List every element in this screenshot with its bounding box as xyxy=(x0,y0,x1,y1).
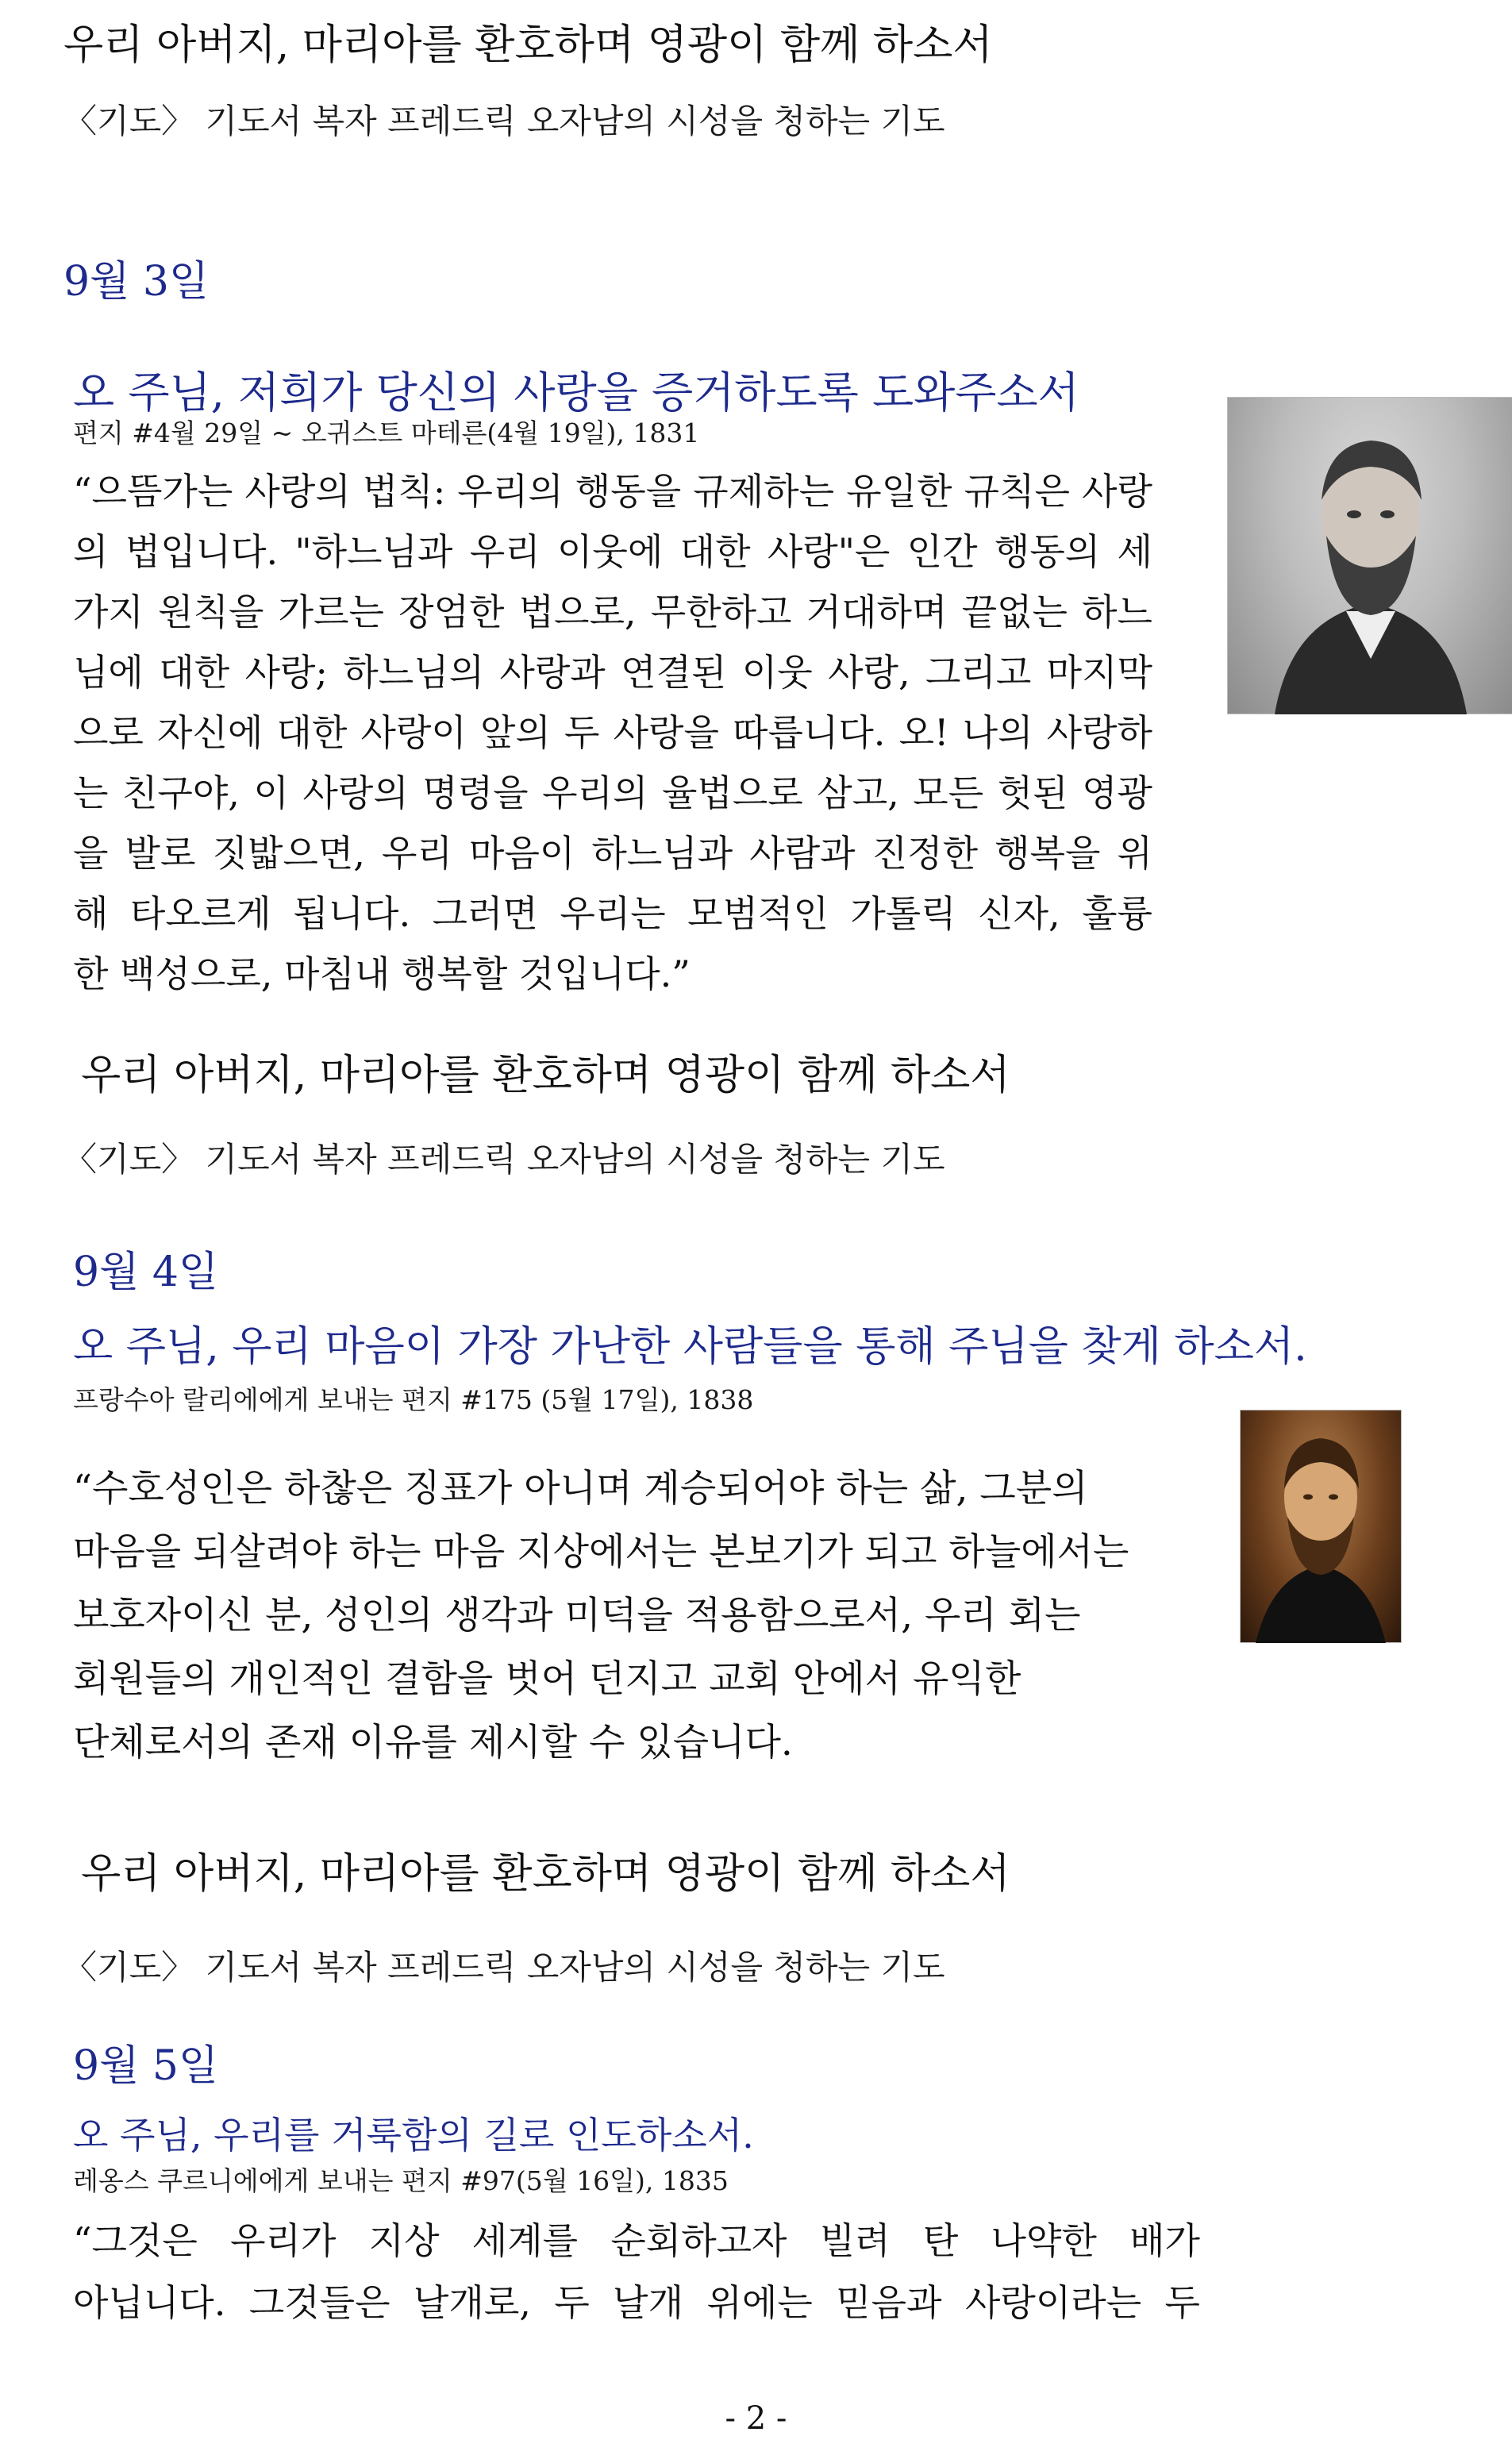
entry-title: 오 주님, 우리를 거룩함의 길로 인도하소서. xyxy=(73,2114,754,2157)
entry-quote xyxy=(73,1467,1129,1787)
entry-quote xyxy=(73,470,1152,1016)
quote-line: “수호성인은 하찮은 징표가 아니며 계승되어야 하는 삶, 그분의 xyxy=(73,1467,1088,1510)
page-number: - 2 - xyxy=(725,2400,787,2437)
entry-date: 9월 3일 xyxy=(63,258,210,306)
portrait-image xyxy=(1227,397,1512,714)
closing-prayer: 우리 아버지, 마리아를 환호하며 영광이 함께 하소서 xyxy=(81,1850,1010,1898)
quote-line: 을 발로 짓밟으면, 우리 마음이 하느님과 사람과 진정한 행복을 위 xyxy=(73,832,1152,875)
portrait-image xyxy=(1240,1410,1402,1643)
prayer-note: 〈기도〉 기도서 복자 프레드릭 오자남의 시성을 청하는 기도 xyxy=(63,1948,945,1987)
prayer-note: 〈기도〉 기도서 복자 프레드릭 오자남의 시성을 청하는 기도 xyxy=(63,102,945,140)
entry-quote xyxy=(73,2219,1200,2346)
entry-source: 프랑수아 랄리에에게 보내는 편지 #175 (5월 17일), 1838 xyxy=(73,1384,754,1415)
quote-line: 마음을 되살려야 하는 마음 지상에서는 본보기가 되고 하늘에서는 xyxy=(73,1530,1129,1574)
quote-line: 가지 원칙을 가르는 장엄한 법으로, 무한하고 거대하며 끝없는 하느 xyxy=(73,591,1152,633)
quote-line: “으뜸가는 사랑의 법칙: 우리의 행동을 규제하는 유일한 규칙은 사랑 xyxy=(73,470,1152,513)
quote-line: 아닙니다. 그것들은 날개로, 두 날개 위에는 믿음과 사랑이라는 두 xyxy=(73,2281,1200,2324)
quote-line: 해 타오르게 됩니다. 그러면 우리는 모범적인 가톨릭 신자, 훌륭 xyxy=(73,892,1152,935)
entry-title: 오 주님, 저희가 당신의 사랑을 증거하도록 도와주소서 xyxy=(73,367,1079,418)
quote-line: 의 법입니다. "하느님과 우리 이웃에 대한 사랑"은 인간 행동의 세 xyxy=(73,530,1152,573)
quote-line: 한 백성으로, 마침내 행복할 것입니다.” xyxy=(73,952,691,995)
quote-line: 단체로서의 존재 이유를 제시할 수 있습니다. xyxy=(73,1721,793,1764)
quote-line: 회원들의 개인적인 결함을 벗어 던지고 교회 안에서 유익한 xyxy=(73,1657,1021,1701)
entry-date: 9월 4일 xyxy=(73,1249,219,1296)
quote-line: 는 친구야, 이 사랑의 명령을 우리의 율법으로 삼고, 모든 헛된 영광 xyxy=(73,772,1152,814)
entry-source: 레옹스 쿠르니에에게 보내는 편지 #97(5월 16일), 1835 xyxy=(73,2165,729,2196)
closing-prayer: 우리 아버지, 마리아를 환호하며 영광이 함께 하소서 xyxy=(63,21,993,69)
quote-line: 보호자이신 분, 성인의 생각과 미덕을 적용함으로서, 우리 회는 xyxy=(73,1594,1081,1637)
quote-line: 으로 자신에 대한 사랑이 앞의 두 사랑을 따릅니다. 오! 나의 사랑하 xyxy=(73,711,1152,754)
portrait-man-icon xyxy=(1227,397,1512,714)
entry-date: 9월 5일 xyxy=(73,2042,219,2090)
quote-line: 님에 대한 사랑; 하느님의 사랑과 연결된 이웃 사랑, 그리고 마지막 xyxy=(73,651,1152,694)
portrait-man-icon xyxy=(1240,1410,1402,1643)
prayer-note: 〈기도〉 기도서 복자 프레드릭 오자남의 시성을 청하는 기도 xyxy=(63,1140,945,1179)
entry-title: 오 주님, 우리 마음이 가장 가난한 사람들을 통해 주님을 찾게 하소서. xyxy=(73,1323,1307,1371)
quote-line: “그것은 우리가 지상 세계를 순회하고자 빌려 탄 나약한 배가 xyxy=(73,2219,1200,2262)
entry-source: 편지 #4월 29일 ~ 오귀스트 마테른(4월 19일), 1831 xyxy=(73,418,700,448)
closing-prayer: 우리 아버지, 마리아를 환호하며 영광이 함께 하소서 xyxy=(81,1052,1010,1099)
